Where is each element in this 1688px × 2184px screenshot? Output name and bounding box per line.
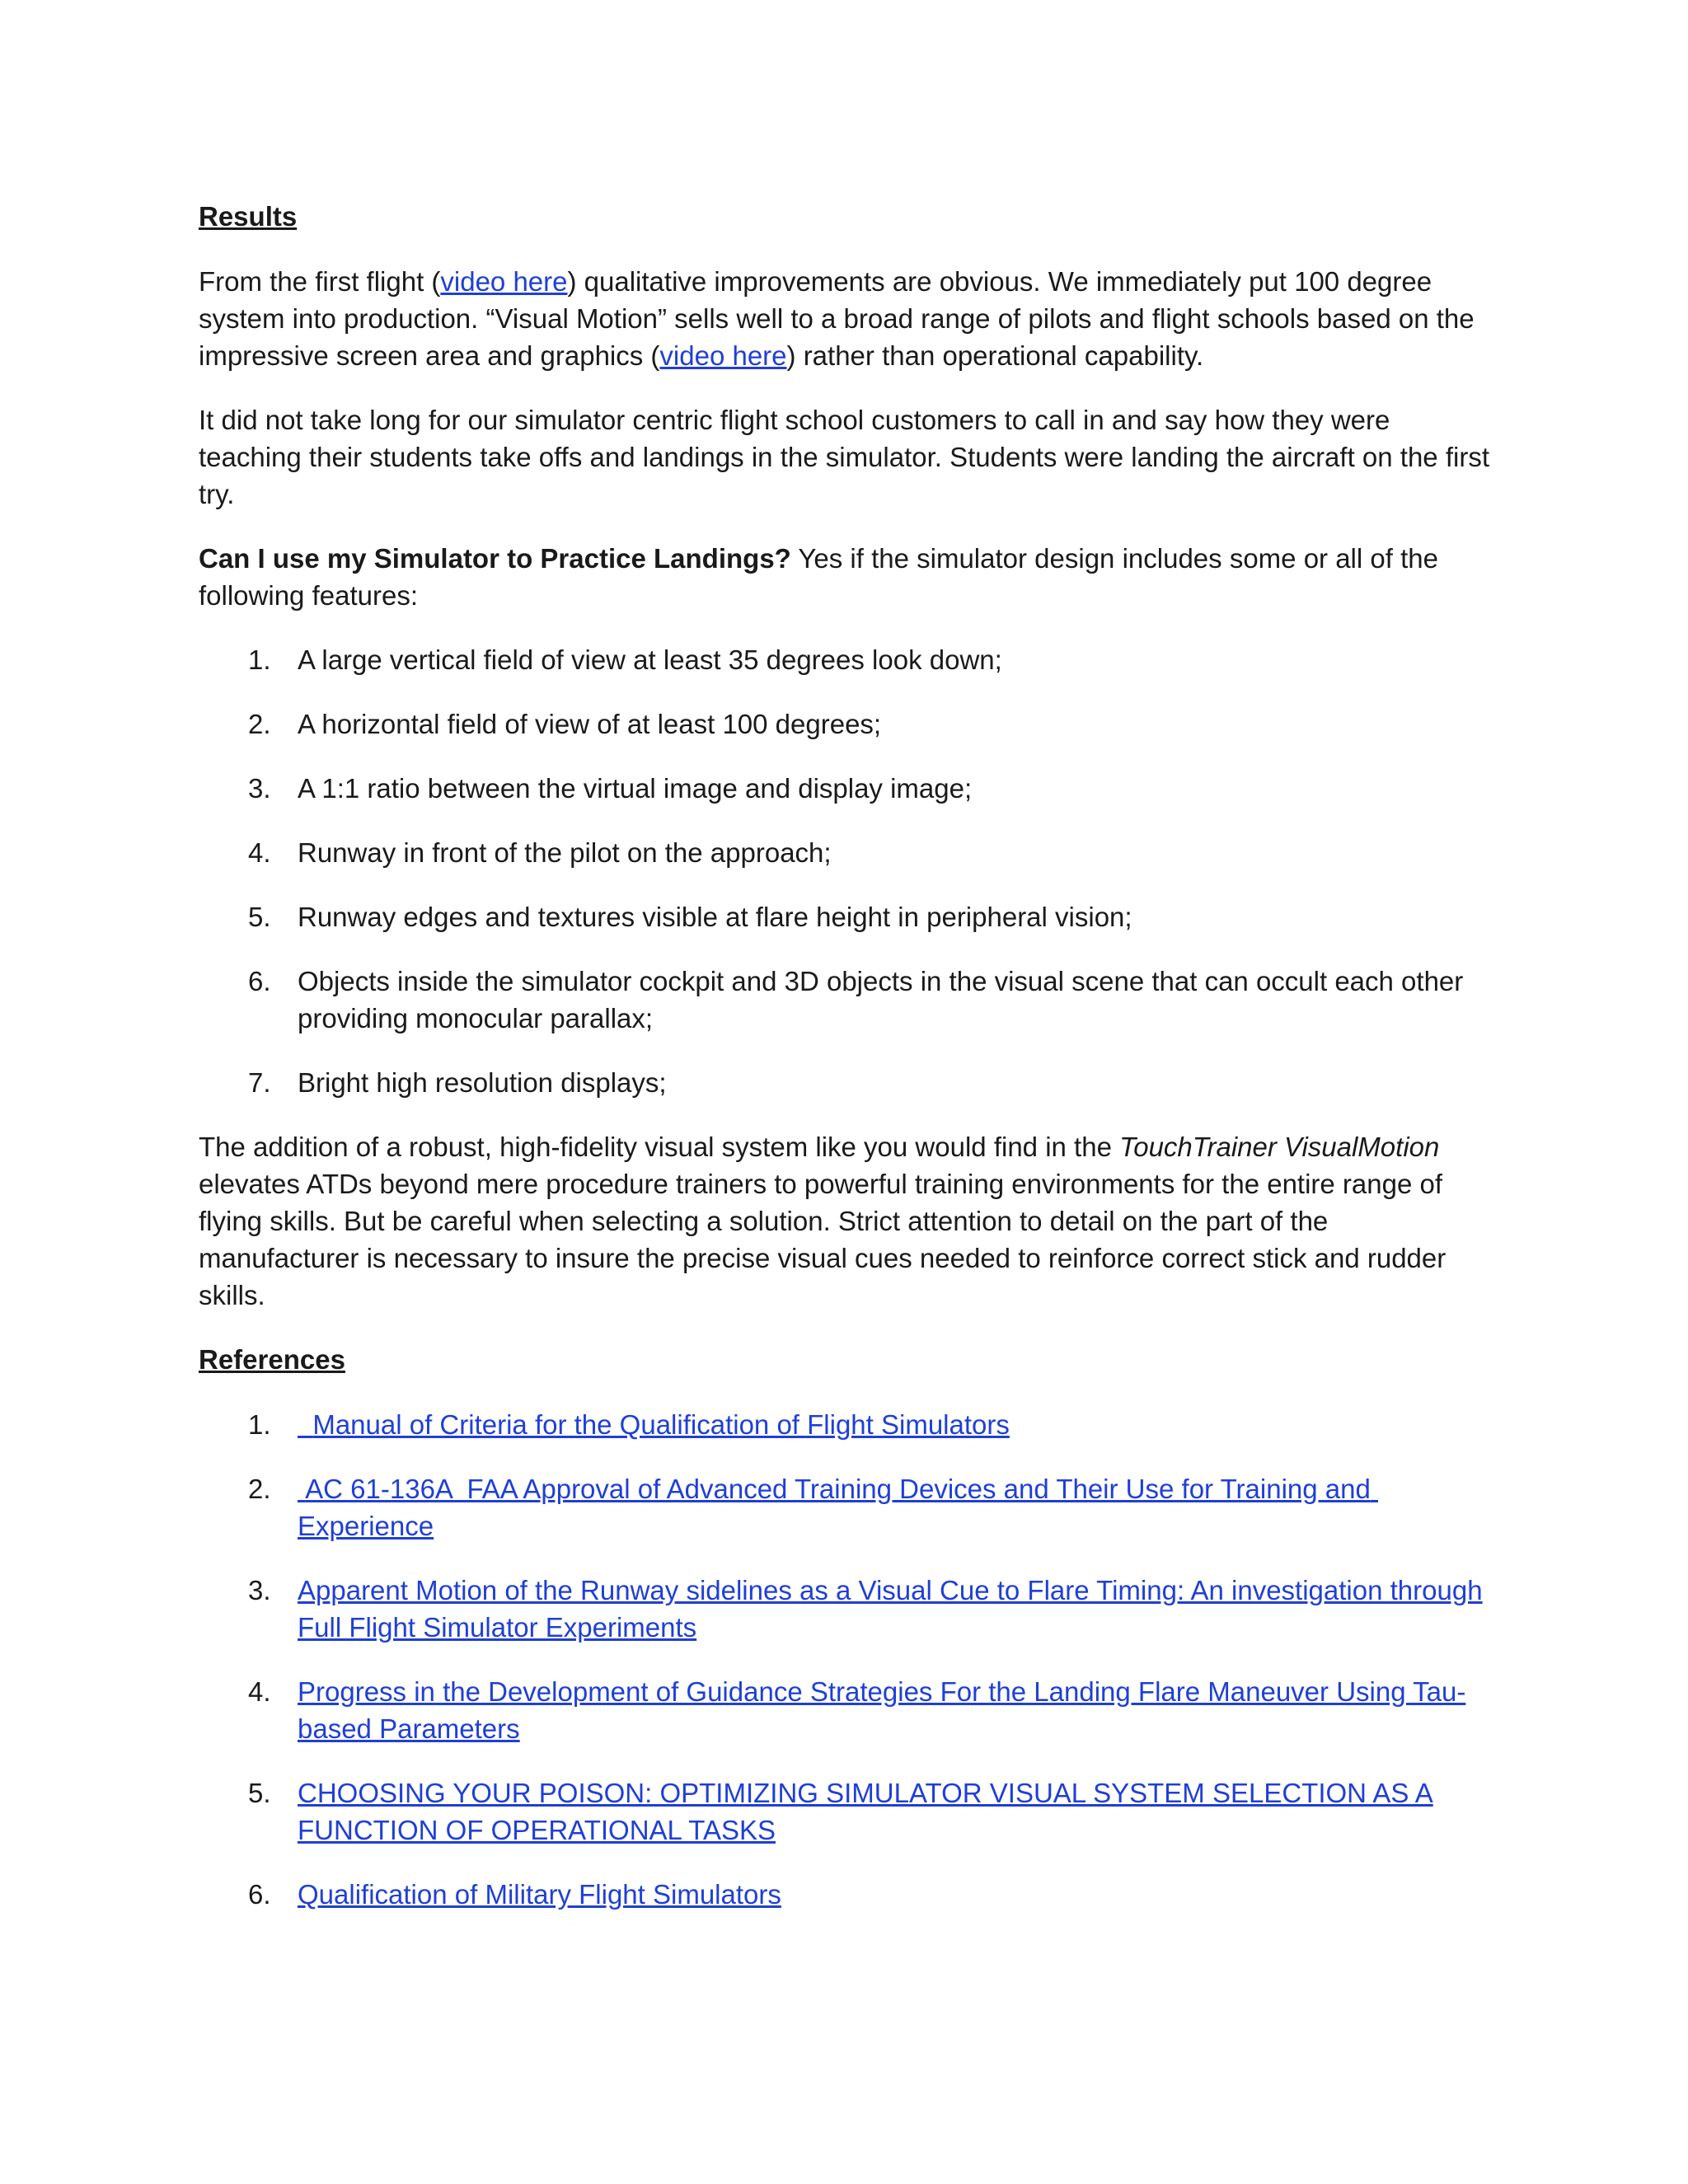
reference-number: 5. [248, 1778, 271, 1808]
list-item-text: Runway in front of the pilot on the approach; [298, 837, 832, 868]
video-link-1[interactable]: video here [440, 266, 568, 297]
reference-link[interactable]: Manual of Criteria for the Qualification of Flight Simulators [298, 1409, 1010, 1440]
reference-item [199, 1572, 1493, 1646]
list-item [199, 898, 1493, 935]
results-p1-text-2: ) qualitative improvements are obvious. We immediately put 100 degree system into production. “Visual Motion” sells well to a broad range of pilots and flight schools based on the impressive screen area and graphics ( [199, 266, 1475, 371]
list-item-text: Runway edges and textures visible at flare height in peripheral vision; [298, 902, 1132, 932]
list-item [199, 963, 1493, 1037]
list-item [199, 641, 1493, 678]
reference-link[interactable]: AC 61-136A FAA Approval of Advanced Training Devices and Their Use for Training and Experience [298, 1474, 1378, 1541]
reference-number: 2. [248, 1474, 271, 1504]
results-p1-text-1: From the first flight ( [199, 266, 441, 297]
list-item [199, 834, 1493, 871]
list-item-text: A large vertical field of view at least 35 degrees look down; [298, 644, 1002, 675]
list-item-number: 5. [248, 902, 271, 932]
list-item-text: A horizontal field of view of at least 100 degrees; [298, 709, 882, 739]
results-paragraph-1 [199, 263, 1493, 374]
reference-link[interactable]: Apparent Motion of the Runway sidelines as a Visual Cue to Flare Timing: An investigation through Full Flight Simulator Experiments [298, 1575, 1483, 1643]
list-item-number: 6. [248, 966, 271, 996]
results-paragraph-4 [199, 1128, 1493, 1314]
reference-number: 4. [248, 1676, 271, 1707]
features-list [199, 641, 1493, 1101]
reference-item [199, 1673, 1493, 1747]
reference-item [199, 1470, 1493, 1544]
references-list [199, 1406, 1493, 1913]
results-p1-text-3: ) rather than operational capability. [786, 340, 1204, 371]
reference-item [199, 1774, 1493, 1849]
results-paragraph-2: It did not take long for our simulator centric flight school customers to call in and say how they were teaching their students take offs and landings in the simulator. Students were landing the aircraft on the first try. [199, 405, 1489, 509]
list-item-number: 4. [248, 837, 271, 868]
results-paragraph-3 [199, 540, 1493, 614]
list-item [199, 705, 1493, 743]
reference-link[interactable]: Progress in the Development of Guidance Strategies For the Landing Flare Maneuver Using Tau-based Parameters [298, 1676, 1466, 1744]
reference-link[interactable]: Qualification of Military Flight Simulators [298, 1879, 781, 1910]
reference-item [199, 1876, 1493, 1913]
reference-link[interactable]: CHOOSING YOUR POISON: OPTIMIZING SIMULATOR VISUAL SYSTEM SELECTION AS A FUNCTION OF OPERATIONAL TASKS [298, 1778, 1433, 1845]
list-item-text: Bright high resolution displays; [298, 1067, 667, 1098]
list-item [199, 770, 1493, 807]
reference-number: 6. [248, 1879, 271, 1910]
results-heading: Results [199, 201, 298, 232]
list-item-text: Objects inside the simulator cockpit and 3D objects in the visual scene that can occult each other providing monocular parallax; [298, 966, 1464, 1033]
list-item-number: 2. [248, 709, 271, 739]
landing-answer: Yes if the simulator design includes some or all of the following features: [199, 543, 1438, 611]
list-item-text: A 1:1 ratio between the virtual image and display image; [298, 773, 973, 804]
document-page [199, 198, 1493, 1940]
list-item-number: 7. [248, 1067, 271, 1098]
list-item [199, 1064, 1493, 1101]
list-item-number: 1. [248, 644, 271, 675]
results-p4-text-2: elevates ATDs beyond mere procedure trainers to powerful training environments for the entire range of flying skills. But be careful when selecting a solution. Strict attention to detail on the part of the manufacturer is necessary to insure the precise visual cues needed to reinforce correct stick and rudder skills. [199, 1169, 1447, 1310]
reference-item [199, 1406, 1493, 1443]
product-name: TouchTrainer VisualMotion [1119, 1132, 1440, 1162]
reference-number: 3. [248, 1575, 271, 1605]
landing-question: Can I use my Simulator to Practice Landings? [199, 543, 791, 574]
references-heading: References [199, 1344, 345, 1375]
results-p4-text-1: The addition of a robust, high-fidelity visual system like you would find in the [199, 1132, 1120, 1162]
reference-number: 1. [248, 1409, 271, 1440]
list-item-number: 3. [248, 773, 271, 804]
video-link-2[interactable]: video here [659, 340, 787, 371]
